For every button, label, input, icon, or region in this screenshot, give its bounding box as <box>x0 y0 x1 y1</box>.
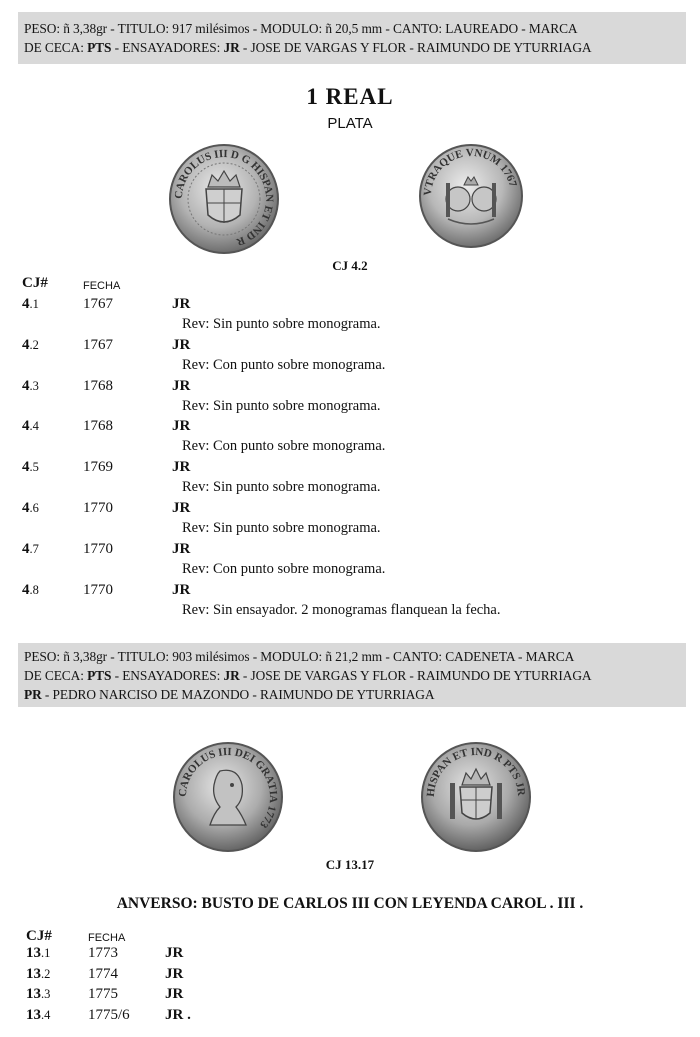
metal-subtitle: PLATA <box>327 115 373 132</box>
variety-row <box>0 296 700 336</box>
denomination-title: 1 REAL <box>306 84 394 109</box>
cj-number <box>22 378 39 395</box>
cj-sub: .2 <box>29 337 39 352</box>
cj-sub: .6 <box>29 501 39 515</box>
assayer: JR <box>172 418 191 435</box>
cj-main: 4 <box>22 377 30 394</box>
year: 1773 <box>88 945 118 961</box>
cj-main: 13 <box>26 965 41 982</box>
cj-number <box>26 945 50 962</box>
assayer: JR <box>172 459 191 476</box>
coin-legend: CAROLUS III DEI GRATIA 1773 <box>176 745 280 831</box>
spec-line <box>24 666 680 685</box>
spec-band-1 <box>18 12 686 64</box>
cj-main: 13 <box>26 986 41 1002</box>
anverso-heading: ANVERSO: BUSTO DE CARLOS III CON LEYENDA CAROL . III . <box>116 895 584 912</box>
cj-number <box>26 966 50 983</box>
header-cj: CJ# <box>26 928 52 944</box>
assayer: JR <box>172 581 191 598</box>
reverse-note: Rev: Sin punto sobre monograma. <box>182 479 381 496</box>
cj-number <box>22 418 39 435</box>
spec-bold-text: PTS <box>87 668 112 683</box>
spec-line <box>24 38 680 57</box>
year: 1775 <box>88 986 118 1002</box>
reverse-note: Rev: Con punto sobre monograma. <box>182 356 386 373</box>
assayer: JR <box>172 540 191 557</box>
cj-sub: .3 <box>29 378 39 393</box>
cj-sub: .5 <box>29 460 39 475</box>
reverse-note: Rev: Sin punto sobre monograma. <box>182 397 381 414</box>
spec-text: - PEDRO NARCISO DE MAZONDO - RAIMUNDO DE YTURRIAGA <box>41 687 435 702</box>
cj-sub: .3 <box>41 987 51 1001</box>
cj-main: 4 <box>22 336 30 353</box>
coin-reverse-cj13-17 <box>420 741 532 853</box>
spec-text: DE CECA: <box>24 40 88 55</box>
cj-number <box>22 459 39 476</box>
spec-text: DE CECA: <box>24 668 88 683</box>
reverse-note: Rev: Con punto sobre monograma. <box>182 438 386 455</box>
spec-bold-text: JR <box>223 668 240 683</box>
year: 1770 <box>83 540 113 557</box>
cj-sub: .4 <box>29 419 39 434</box>
variety-row <box>0 966 700 986</box>
cj-main: 4 <box>22 500 30 516</box>
cj-main: 4 <box>22 459 30 476</box>
assayer: JR . <box>165 1006 191 1023</box>
year: 1769 <box>83 459 113 476</box>
header-fecha: FECHA <box>88 932 126 944</box>
cj-main: 13 <box>26 1006 41 1023</box>
cj-number <box>22 582 39 599</box>
assayer: JR <box>165 965 184 982</box>
variety-row <box>0 582 700 622</box>
variety-row <box>0 418 700 458</box>
cj-number <box>22 296 39 313</box>
variety-row <box>0 541 700 581</box>
variety-row <box>0 459 700 499</box>
assayer: JR <box>172 336 191 353</box>
reverse-note: Rev: Sin ensayador. 2 monogramas flanquean la fecha. <box>182 601 501 618</box>
spec-text: - ENSAYADORES: <box>111 668 224 683</box>
assayer: JR <box>165 986 184 1002</box>
spec-band-2 <box>18 643 686 707</box>
header-cj: CJ# <box>22 275 48 291</box>
coin-reverse-cj4-2 <box>418 143 524 249</box>
year: 1770 <box>83 581 113 598</box>
cj-main: 4 <box>22 296 30 312</box>
cj-number <box>22 337 39 354</box>
coin-legend: VTRAQUE VNUM 1767 <box>421 146 519 197</box>
spec-text: - ENSAYADORES: <box>111 40 224 55</box>
year: 1770 <box>83 500 113 516</box>
reverse-note: Rev: Con punto sobre monograma. <box>182 560 386 577</box>
coin-caption: CJ 4.2 <box>332 258 368 273</box>
variety-row <box>0 986 700 1006</box>
year: 1775/6 <box>88 1006 130 1023</box>
spec-text: PESO: ñ 3,38gr - TITULO: 917 milésimos - MODULO: ñ 20,5 mm - CANTO: LAUREADO - MARCA <box>24 21 578 36</box>
year: 1767 <box>83 336 113 353</box>
cj-main: 4 <box>22 581 30 598</box>
variety-row <box>0 378 700 418</box>
spec-text: PESO: ñ 3,38gr - TITULO: 903 milésimos - MODULO: ñ 21,2 mm - CANTO: CADENETA - MARCA <box>24 649 575 664</box>
year: 1768 <box>83 377 113 394</box>
year: 1774 <box>88 965 118 982</box>
coin-obverse-cj13-17 <box>172 741 284 853</box>
year: 1768 <box>83 418 113 435</box>
assayer: JR <box>172 296 191 312</box>
cj-sub: .1 <box>29 297 39 311</box>
spec-line <box>24 647 680 666</box>
coin-legend: HISPAN ET IND R PTS JR <box>424 745 528 798</box>
variety-row <box>0 945 700 965</box>
cj-main: 4 <box>22 540 30 557</box>
year: 1767 <box>83 296 113 312</box>
cj-sub: .4 <box>41 1007 51 1022</box>
cj-number <box>22 500 39 517</box>
cj-sub: .2 <box>41 966 51 981</box>
assayer: JR <box>172 500 191 516</box>
assayer: JR <box>165 945 184 961</box>
coin-obverse-cj4-2 <box>168 143 280 255</box>
cj-number <box>22 541 39 558</box>
cj-number <box>26 986 50 1003</box>
spec-line <box>24 685 680 704</box>
variety-row <box>0 337 700 377</box>
variety-row <box>0 500 700 540</box>
header-fecha: FECHA <box>83 280 121 292</box>
spec-text: - JOSE DE VARGAS Y FLOR - RAIMUNDO DE YTURRIAGA <box>239 40 592 55</box>
reverse-note: Rev: Sin punto sobre monograma. <box>182 520 381 536</box>
spec-bold-text: PR <box>24 687 42 702</box>
assayer: JR <box>172 377 191 394</box>
reverse-note: Rev: Sin punto sobre monograma. <box>182 316 381 332</box>
cj-sub: .7 <box>29 541 39 556</box>
coin-legend: CAROLUS III D G HISPAN ET IND R <box>172 147 276 248</box>
cj-main: 13 <box>26 945 41 961</box>
cj-main: 4 <box>22 418 30 435</box>
variety-row <box>0 1007 700 1027</box>
cj-number <box>26 1007 50 1024</box>
coin-caption: CJ 13.17 <box>325 857 375 872</box>
cj-sub: .1 <box>41 946 51 960</box>
cj-sub: .8 <box>29 582 39 597</box>
spec-text: - JOSE DE VARGAS Y FLOR - RAIMUNDO DE YTURRIAGA <box>239 668 592 683</box>
spec-line <box>24 19 680 38</box>
spec-bold-text: PTS <box>87 40 112 55</box>
spec-bold-text: JR <box>223 40 240 55</box>
